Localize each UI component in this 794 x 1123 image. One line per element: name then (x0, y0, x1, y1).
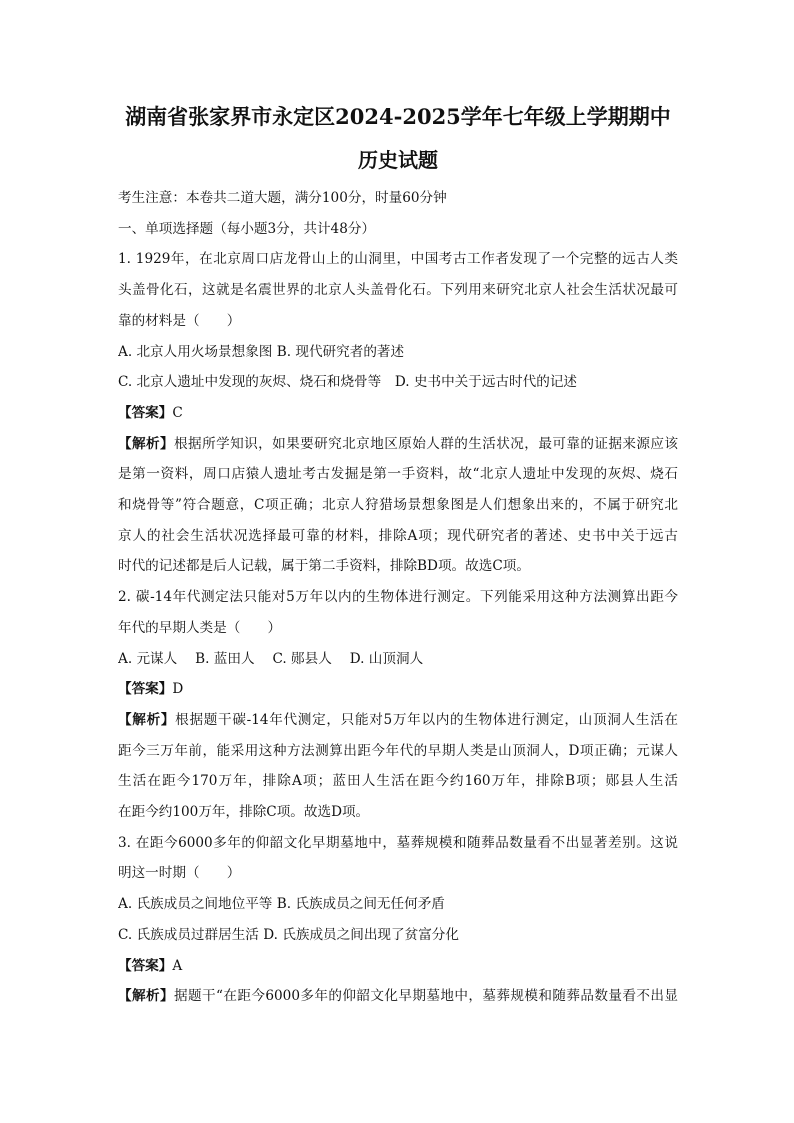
answer-tag: 【答案】 (118, 404, 173, 421)
analysis-line (118, 705, 678, 736)
analysis-line: 和烧骨等”符合题意，C项正确；北京人狩猎场景想象图是人们想象出来的，不属于研究北 (118, 497, 678, 514)
option-line: A. 元谋人 B. 蓝田人 C. 郧县人 D. 山顶洞人 (118, 650, 424, 667)
answer-value: A (172, 957, 183, 974)
question-stem-line: 靠的材料是（ ） (118, 312, 241, 329)
question-stem-line: 3. 在距今6000多年的仰韶文化早期墓地中，墓葬规模和随葬品数量看不出显著差别。这说 (118, 834, 678, 851)
question-stem-line: 头盖骨化石，这就是名震世界的北京人头盖骨化石。下列用来研究北京人社会生活状况最可 (118, 282, 678, 299)
answer-line (118, 674, 678, 705)
analysis-line: 时代的记述都是后人记载，属于第二手资料，排除BD项。故选C项。 (118, 558, 530, 575)
page-title: 湖南省张家界市永定区2024-2025学年七年级上学期期中 (125, 104, 671, 129)
option-line: A. 氏族成员之间地位平等 B. 氏族成员之间无任何矛盾 (118, 896, 445, 913)
answer-line (118, 398, 678, 429)
answer-value: D (172, 681, 184, 698)
option-line: C. 北京人遗址中发现的灰烬、烧石和烧骨等 D. 史书中关于远古时代的记述 (118, 374, 578, 391)
question-stem-line: 年代的早期人类是（ ） (118, 619, 282, 636)
analysis-line (118, 429, 678, 460)
answer-line (118, 951, 678, 982)
section-heading: 一、单项选择题（每小题3分，共计48分） (118, 220, 376, 237)
analysis-text: 根据所学知识，如果要研究北京地区原始人群的生活状况，最可靠的证据来源应该 (174, 435, 678, 452)
question-stem-line: 2. 碳-14年代测定法只能对5万年以内的生物体进行测定。下列能采用这种方法测算出距今 (118, 589, 678, 606)
analysis-line: 在距今约100万年，排除C项。故选D项。 (118, 804, 370, 821)
document-body (118, 100, 678, 1012)
analysis-line: 是第一资料，周口店猿人遗址考古发掘是第一手资料，故“北京人遗址中发现的灰烬、烧石 (118, 466, 678, 483)
question-1 (118, 244, 678, 582)
question-stem-line: 1. 1929年，在北京周口店龙骨山上的山洞里，中国考古工作者发现了一个完整的远古人类 (118, 251, 678, 268)
answer-value: C (172, 404, 183, 421)
question-3 (118, 828, 678, 1012)
analysis-text: 据题干“在距今6000多年的仰韶文化早期墓地中，墓葬规模和随葬品数量看不出显 (174, 988, 678, 1005)
answer-tag: 【答案】 (118, 681, 173, 698)
analysis-line: 距今三万年前，能采用这种方法测算出距今年代的早期人类是山顶洞人，D项正确；元谋人 (118, 742, 678, 759)
analysis-line (118, 981, 678, 1012)
exam-notice: 考生注意：本卷共二道大题，满分100分，时量60分钟 (118, 190, 447, 206)
analysis-line: 京人的社会生活状况选择最可靠的材料，排除A项；现代研究者的著述、史书中关于远古 (118, 527, 678, 544)
question-stem-line: 明这一时期（ ） (118, 865, 241, 882)
answer-tag: 【答案】 (118, 957, 173, 974)
analysis-tag: 【解析】 (118, 988, 175, 1005)
analysis-text: 根据题干碳-14年代测定，只能对5万年以内的生物体进行测定，山顶洞人生活在 (175, 711, 678, 728)
analysis-line: 生活在距今170万年，排除A项；蓝田人生活在距今约160万年，排除B项；郧县人生活 (118, 773, 678, 790)
page-subtitle: 历史试题 (358, 148, 438, 172)
option-line: A. 北京人用火场景想象图 B. 现代研究者的著述 (118, 343, 405, 360)
option-line: C. 氏族成员过群居生活 D. 氏族成员之间出现了贫富分化 (118, 926, 459, 943)
question-2 (118, 582, 678, 828)
analysis-tag: 【解析】 (118, 711, 176, 728)
analysis-tag: 【解析】 (118, 435, 175, 452)
